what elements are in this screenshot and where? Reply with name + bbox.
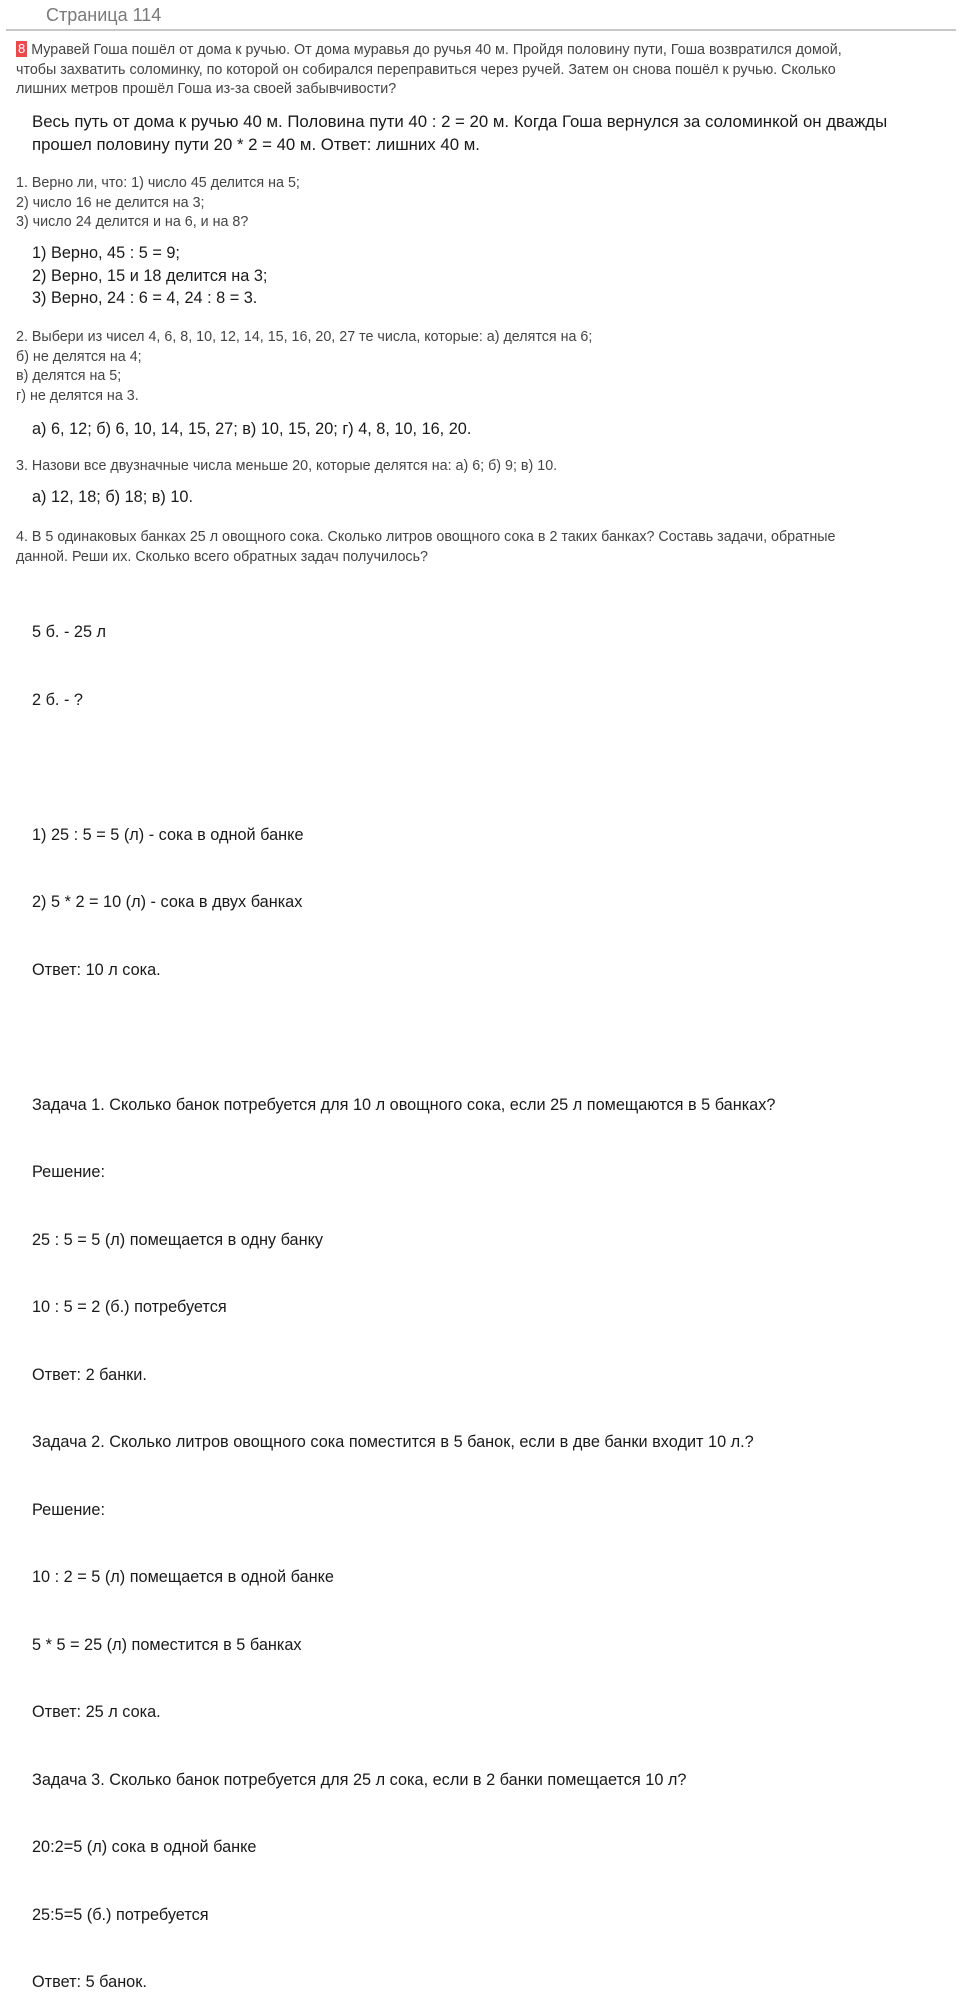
task1-question bbox=[16, 174, 961, 233]
question-line: 8 Муравей Гоша пошёл от дома к ручью. От дома муравья до ручья 40 м. Пройдя половину пути, Гоша возвратился домой, bbox=[18, 41, 842, 58]
question-line: 3) число 24 делится и на 6, и на 8? bbox=[16, 214, 249, 231]
question-line: лишних метров прошёл Гоша из-за своей забывчивости? bbox=[16, 81, 397, 98]
answer-line: 1) 25 : 5 = 5 (л) - сока в одной банке bbox=[32, 825, 304, 844]
answer-line: Задача 1. Сколько банок потребуется для 10 л овощного сока, если 25 л помещаются в 5 банках? bbox=[32, 1095, 776, 1114]
answer-line bbox=[32, 756, 967, 779]
question-line: г) не делятся на 3. bbox=[16, 387, 139, 404]
answer-line: 3) Верно, 24 : 6 = 4, 24 : 8 = 3. bbox=[32, 289, 258, 307]
answer-line: Ответ: 5 банок. bbox=[32, 1973, 147, 1991]
answer-line: 20:2=5 (л) сока в одной банке bbox=[32, 1838, 257, 1856]
answer-line: Ответ: 10 л сока. bbox=[32, 960, 161, 979]
answer-line: а) 6, 12; б) 6, 10, 14, 15, 27; в) 10, 15, 20; г) 4, 8, 10, 16, 20. bbox=[32, 420, 472, 438]
task1-answer bbox=[32, 242, 967, 310]
task-number-badge: 8 bbox=[18, 41, 26, 56]
answer-line: Задача 2. Сколько литров овощного сока поместится в 5 банок, если в две банки входит 10 л.? bbox=[32, 1433, 754, 1451]
question-line: б) не делятся на 4; bbox=[16, 348, 142, 365]
answer-line: 1) Верно, 45 : 5 = 9; bbox=[32, 244, 180, 262]
question-line: 3. Назови все двузначные числа меньше 20, которые делятся на: а) 6; б) 9; в) 10. bbox=[16, 458, 558, 474]
answer-line: 2 б. - ? bbox=[32, 690, 83, 709]
answer-line: прошел половину пути 20 * 2 = 40 м. Ответ: лишних 40 м. bbox=[32, 134, 480, 154]
question-line: 2) число 16 не делится на 3; bbox=[16, 194, 205, 211]
task4-question bbox=[16, 528, 961, 567]
task8-question bbox=[16, 41, 961, 100]
question-line: 4. В 5 одинаковых банках 25 л овощного сока. Сколько литров овощного сока в 2 таких банках? Составь задачи, обратные bbox=[16, 529, 836, 545]
question-line: в) делятся на 5; bbox=[16, 368, 122, 385]
task2-answer bbox=[32, 418, 967, 441]
answer-line: 10 : 2 = 5 (л) помещается в одной банке bbox=[32, 1568, 334, 1586]
answer-line: Весь путь от дома к ручью 40 м. Половина пути 40 : 2 = 20 м. Когда Гоша вернулся за соломинкой он дважды bbox=[32, 112, 888, 131]
page-title: Страница 114 bbox=[46, 5, 162, 25]
task8-answer bbox=[32, 111, 967, 156]
answer-line: 2) 5 * 2 = 10 (л) - сока в двух банках bbox=[32, 893, 303, 911]
answer-line: Решение: bbox=[32, 1163, 105, 1181]
page-header bbox=[6, 0, 956, 31]
answer-line: Решение: bbox=[32, 1500, 105, 1519]
question-line: чтобы захватить соломинку, по которой он собирался переправиться через ручей. Затем он снова пошёл к ручью. Сколько bbox=[16, 61, 836, 78]
question-line: 2. Выбери из чисел 4, 6, 8, 10, 12, 14, 15, 16, 20, 27 те числа, которые: а) делятся на 6; bbox=[16, 329, 593, 345]
answer-line: 2) Верно, 15 и 18 делится на 3; bbox=[32, 266, 268, 285]
answer-line: 5 * 5 = 25 (л) поместится в 5 банках bbox=[32, 1635, 302, 1654]
answer-line: 10 : 5 = 2 (б.) потребуется bbox=[32, 1298, 227, 1316]
task2-question bbox=[16, 328, 961, 406]
answer-line: 25 : 5 = 5 (л) помещается в одну банку bbox=[32, 1230, 324, 1249]
answer-line bbox=[32, 1026, 967, 1049]
answer-line: 5 б. - 25 л bbox=[32, 623, 107, 641]
task4-answer bbox=[32, 576, 967, 2016]
task3-answer bbox=[32, 486, 967, 509]
answer-line: Задача 3. Сколько банок потребуется для 25 л сока, если в 2 банки помещается 10 л? bbox=[32, 1770, 687, 1789]
answer-line: Ответ: 2 банки. bbox=[32, 1365, 147, 1384]
question-line: 1. Верно ли, что: 1) число 45 делится на 5; bbox=[16, 175, 300, 191]
answer-line: Ответ: 25 л сока. bbox=[32, 1703, 161, 1721]
question-line: данной. Реши их. Сколько всего обратных задач получилось? bbox=[16, 548, 428, 565]
answer-line: а) 12, 18; б) 18; в) 10. bbox=[32, 488, 193, 506]
answer-line: 25:5=5 (б.) потребуется bbox=[32, 1905, 209, 1924]
task3-question bbox=[16, 457, 961, 477]
